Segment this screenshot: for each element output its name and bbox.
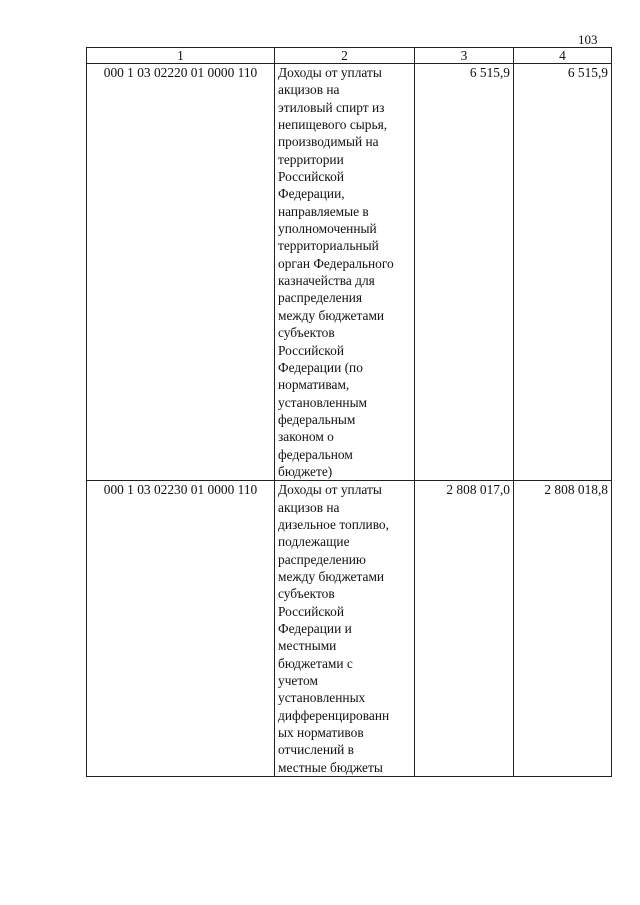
revenue-name-line: Федерации и [278,621,352,636]
amount-column-3-cell: 6 515,9 [415,64,514,481]
revenue-name-line: федеральном [278,446,353,462]
revenue-name-line: уполномоченный [278,221,377,237]
revenue-name-line: производимый на [278,134,379,150]
revenue-name-line: территориальный [278,238,379,254]
table-row [87,481,612,777]
revenue-name-line: федеральным [278,411,356,427]
revenue-name-cell [275,481,415,777]
revenue-name-line: местными [278,638,337,654]
revenue-name-line: местные бюджеты [278,759,383,775]
revenue-name-line: законом о [278,429,334,445]
column-header-3: 3 [415,48,514,64]
revenue-name-line: непищевого сырья, [278,117,388,133]
revenue-name-line: распределения [278,290,363,306]
revenue-name-line: Федерации (по [278,359,363,375]
column-header-4: 4 [514,48,612,64]
classification-code-cell: 000 1 03 02230 01 0000 110 [87,481,275,777]
revenue-name-line: Российской [278,169,344,185]
revenue-name-line: Российской [278,603,344,619]
revenue-name-line: субъектов [278,586,335,602]
revenue-name-line: между бюджетами [278,307,385,323]
revenue-name-line: Российской [278,342,344,358]
revenue-name-cell [275,64,415,481]
column-header-2: 2 [275,48,415,64]
revenue-name-line: распределению [278,551,366,567]
table-body [87,64,612,777]
revenue-name-line: направляемые в [278,203,369,219]
revenue-name-line: орган Федерального [278,255,394,271]
budget-revenue-table [86,47,612,777]
revenue-name-line: акцизов на [278,499,340,515]
revenue-name-line: между бюджетами [278,568,385,584]
revenue-name-line: отчислений в [278,742,355,758]
revenue-name-line: нормативам, [278,377,350,393]
revenue-name-line: подлежащие [278,534,350,550]
table-header-row [87,48,612,64]
revenue-name-line: установленных [278,690,366,706]
revenue-name-line: территории [278,151,344,167]
page-number: 103 [578,32,598,47]
table-row [87,64,612,481]
revenue-name-line: этиловый спирт из [278,99,385,115]
revenue-name-line: ых нормативов [278,725,364,741]
revenue-name-line: бюджете) [278,463,333,479]
revenue-name-line: бюджетами с [278,655,353,671]
revenue-name-line: акцизов на [278,82,340,98]
revenue-name-line: учетом [278,673,318,689]
revenue-name-line: субъектов [278,325,335,341]
column-header-1: 1 [87,48,275,64]
revenue-name-line: казначейства для [278,273,375,289]
revenue-name-line: установленным [278,394,368,410]
revenue-name-line: дизельное топливо, [278,516,389,532]
revenue-name-line: Доходы от уплаты [278,65,382,80]
revenue-name-line: дифференцированн [278,707,390,723]
amount-column-4-cell: 6 515,9 [514,64,612,481]
amount-column-4-cell: 2 808 018,8 [514,481,612,777]
revenue-name-line: Доходы от уплаты [278,482,382,498]
classification-code-cell: 000 1 03 02220 01 0000 110 [87,64,275,481]
revenue-name-line: Федерации, [278,186,345,202]
amount-column-3-cell: 2 808 017,0 [415,481,514,777]
